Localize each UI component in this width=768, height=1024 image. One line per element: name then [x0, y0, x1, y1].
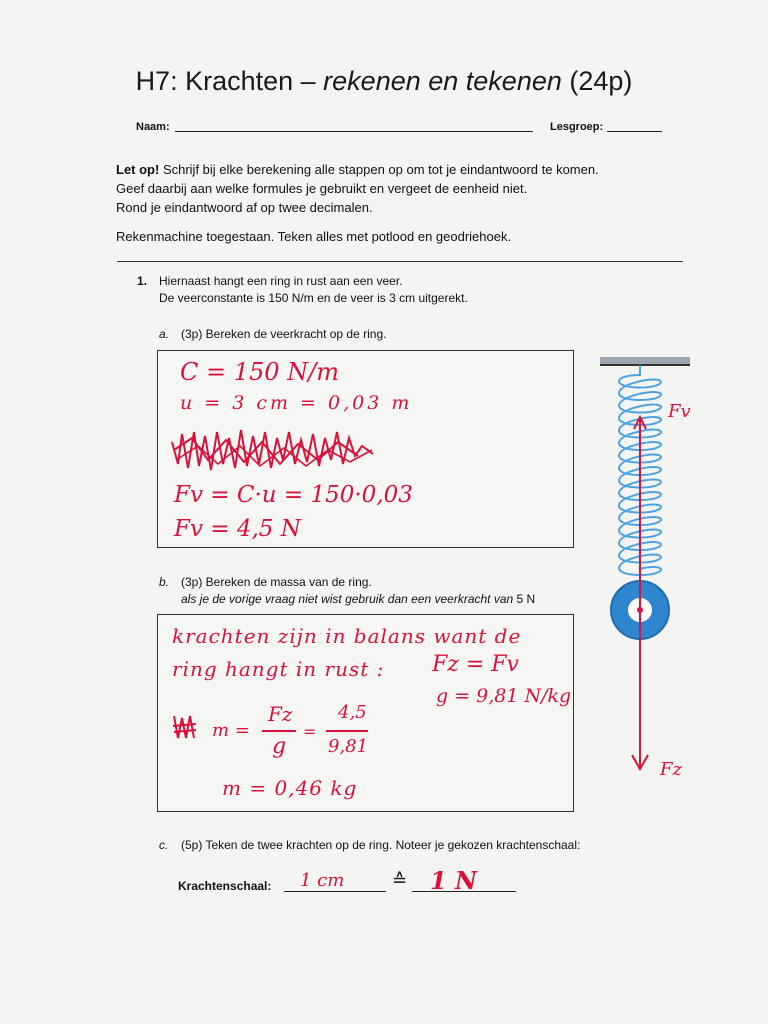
scale-symbol: ≙ — [392, 870, 408, 890]
answer-b-equation: Fz = Fv — [432, 652, 519, 677]
answer-b-result: m = 0,46 kg — [222, 776, 358, 800]
title-suffix: (24p) — [561, 66, 633, 96]
subquestion-letter: c. — [159, 838, 169, 852]
subquestion-c — [159, 838, 580, 852]
answer-b-mass-label: m = — [212, 720, 250, 741]
subquestion-text: (5p) Teken de twee krachten op de ring. Noteer je gekozen krachtenschaal: — [181, 838, 581, 852]
answer-a-line-1: C = 150 N/m — [180, 358, 340, 386]
answer-b-frac-num: Fz — [268, 702, 293, 726]
scribble-crossout — [168, 420, 383, 480]
instruction-line-2: Geef daarbij aan welke formules je gebruikt en vergeet de eenheid niet. — [116, 181, 528, 196]
answer-b-frac-den-2: 9,81 — [328, 736, 369, 757]
fv-label: Fv — [668, 401, 691, 422]
subquestion-letter: b. — [159, 575, 170, 589]
force-origin — [637, 607, 643, 613]
instruction-line-3: Rond je eindantwoord af op twee decimalen. — [116, 200, 373, 215]
section-divider — [117, 261, 683, 262]
fz-label: Fz — [660, 759, 682, 780]
subquestion-b — [159, 575, 372, 589]
question-text-2: De veerconstante is 150 N/m en de veer is 3 cm uitgerekt. — [159, 291, 468, 305]
instruction-line-4: Rekenmachine toegestaan. Teken alles met potlood en geodriehoek. — [116, 229, 512, 244]
naam-label: Naam: — [136, 121, 170, 133]
answer-a-line-4: Fv = 4,5 N — [174, 516, 301, 542]
fraction-bar-2 — [326, 730, 368, 732]
note-text: als je de vorige vraag niet wist gebruik dan een veerkracht van — [181, 592, 514, 606]
ceiling-mount — [600, 357, 690, 365]
scale-right-value: 1 N — [430, 866, 477, 895]
instruction-line-1 — [116, 161, 599, 179]
instruction-text: Schrijf bij elke berekening alle stappen op om tot je eindantwoord te komen. — [159, 162, 599, 177]
lesgroep-label: Lesgroep: — [550, 121, 604, 133]
page-title — [0, 66, 768, 97]
answer-b-frac-den: g — [272, 734, 287, 759]
subquestion-text: (3p) Bereken de massa van de ring. — [181, 575, 372, 589]
subquestion-text: (3p) Bereken de veerkracht op de ring. — [181, 327, 387, 341]
scribble-mark — [172, 712, 198, 742]
answer-b-gravity: g = 9,81 N/kg — [436, 685, 572, 707]
note-value: 5 N — [516, 592, 536, 606]
subquestion-letter: a. — [159, 327, 170, 341]
question-number: 1. — [137, 274, 148, 288]
answer-b-equals: = — [303, 722, 317, 741]
fraction-bar — [262, 730, 296, 732]
let-op-label: Let op! — [116, 162, 160, 177]
scale-left-value: 1 cm — [300, 870, 345, 891]
answer-a-line-2: u = 3 cm = 0,03 m — [180, 392, 413, 414]
naam-field[interactable] — [175, 131, 533, 132]
spring-ring-diagram — [590, 355, 700, 795]
title-italic: rekenen en tekenen — [323, 66, 562, 96]
subquestion-a — [159, 327, 386, 341]
lesgroep-field[interactable] — [607, 131, 662, 132]
scale-field-left[interactable] — [284, 891, 386, 892]
answer-b-line-2: ring hangt in rust : — [172, 657, 385, 681]
question-text-1: Hiernaast hangt een ring in rust aan een veer. — [159, 274, 403, 288]
answer-b-line-1: krachten zijn in balans want de — [172, 624, 522, 648]
answer-b-frac-num-2: 4,5 — [338, 702, 367, 723]
subquestion-b-note — [181, 592, 535, 606]
title-prefix: H7: Krachten – — [135, 66, 324, 96]
answer-a-line-3: Fv = C·u = 150·0,03 — [174, 482, 413, 508]
scale-label: Krachtenschaal: — [178, 879, 272, 893]
